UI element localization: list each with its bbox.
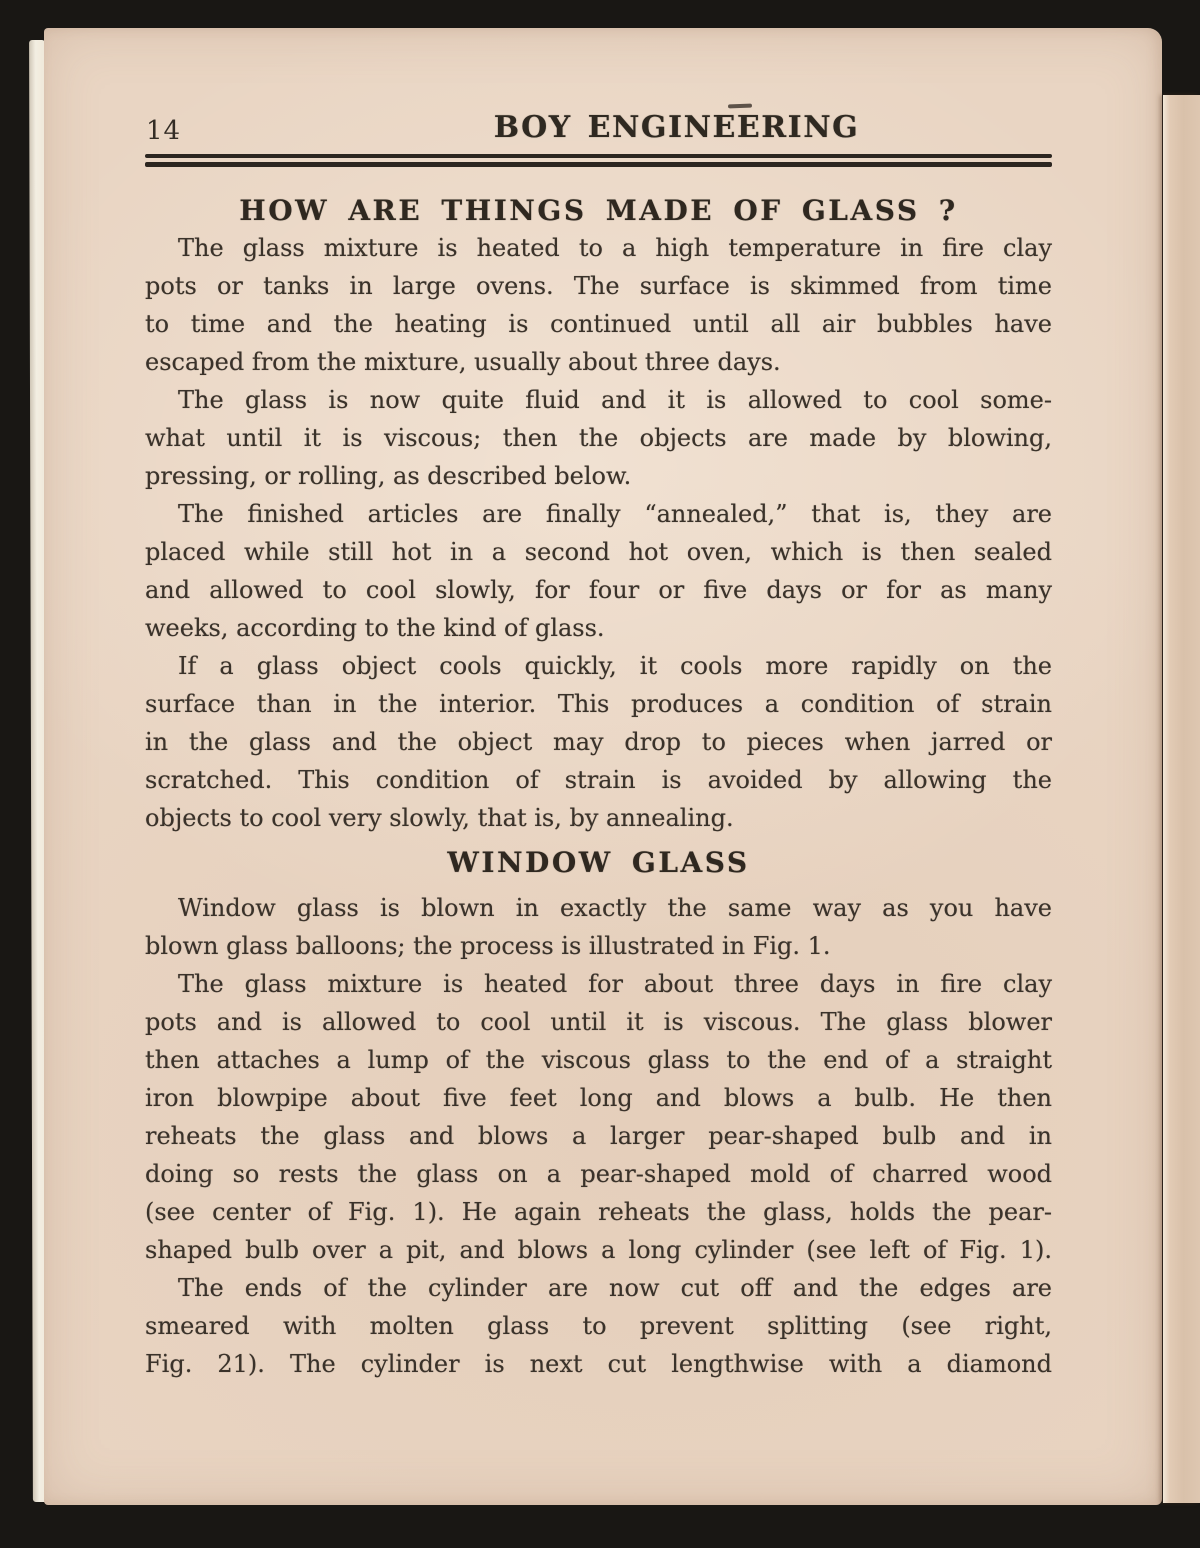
text-line: objects to cool very slowly, that is, by annealing.: [145, 804, 734, 832]
paragraph: [145, 495, 1052, 647]
paragraph: [145, 1269, 1052, 1383]
text-line: placed while still hot in a second hot oven, which is then sealed: [145, 538, 1052, 566]
text-line: The glass mixture is heated for about three days in fire clay: [178, 970, 1052, 998]
paragraph: [145, 965, 1052, 1269]
print-artifact-mark: [728, 104, 752, 109]
rule-top-line: [145, 154, 1052, 158]
paragraph: [145, 889, 1052, 965]
text-line: reheats the glass and blows a larger pear-shaped bulb and in: [145, 1122, 1052, 1150]
page-header: [145, 112, 1052, 144]
text-line: scratched. This condition of strain is avoided by allowing the: [145, 766, 1052, 794]
text-line: blown glass balloons; the process is illustrated in Fig. 1.: [145, 932, 831, 960]
rule-bottom-line: [145, 162, 1052, 167]
text-line: escaped from the mixture, usually about three days.: [145, 348, 781, 376]
text-line: Fig. 21). The cylinder is next cut lengthwise with a diamond: [145, 1350, 1052, 1378]
text-line: smeared with molten glass to prevent splitting (see right,: [145, 1312, 1052, 1340]
text-line: The glass mixture is heated to a high temperature in fire clay: [178, 234, 1052, 262]
double-rule: [145, 154, 1052, 167]
section-heading: WINDOW GLASS: [447, 846, 750, 879]
page-number: 14: [146, 116, 182, 146]
paragraph: [145, 381, 1052, 495]
paragraph: [145, 229, 1052, 381]
text-line: The ends of the cylinder are now cut off and the edges are: [178, 1274, 1052, 1302]
text-line: shaped bulb over a pit, and blows a long cylinder (see left of Fig. 1).: [145, 1236, 1052, 1264]
text-line: in the glass and the object may drop to pieces when jarred or: [145, 728, 1052, 756]
text-line: The glass is now quite fluid and it is allowed to cool some-: [178, 386, 1052, 414]
text-line: (see center of Fig. 1). He again reheats the glass, holds the pear-: [145, 1198, 1052, 1226]
text-line: doing so rests the glass on a pear-shaped mold of charred wood: [145, 1160, 1052, 1188]
body-text: [145, 193, 1052, 1383]
text-line: surface than in the interior. This produces a condition of strain: [145, 690, 1052, 718]
section-heading: HOW ARE THINGS MADE OF GLASS ?: [239, 194, 958, 227]
running-title: BOY ENGINEERING: [493, 110, 860, 145]
text-line: If a glass object cools quickly, it cools more rapidly on the: [178, 652, 1052, 680]
page-content-column: [145, 112, 1052, 1383]
text-line: and allowed to cool slowly, for four or five days or for as many: [145, 576, 1052, 604]
text-line: then attaches a lump of the viscous glass to the end of a straight: [145, 1046, 1052, 1074]
text-line: to time and the heating is continued until all air bubbles have: [145, 310, 1052, 338]
text-line: what until it is viscous; then the objects are made by blowing,: [145, 424, 1052, 452]
text-line: pots or tanks in large ovens. The surface is skimmed from time: [145, 272, 1052, 300]
book-page: [44, 28, 1162, 1505]
adjacent-page-strip: [1163, 95, 1200, 1503]
paragraph: [145, 647, 1052, 837]
text-line: Window glass is blown in exactly the same way as you have: [178, 894, 1052, 922]
text-line: iron blowpipe about five feet long and blows a bulb. He then: [145, 1084, 1052, 1112]
text-line: The finished articles are finally “annealed,” that is, they are: [178, 500, 1052, 528]
text-line: weeks, according to the kind of glass.: [145, 614, 605, 642]
text-line: pots and is allowed to cool until it is viscous. The glass blower: [145, 1008, 1052, 1036]
text-line: pressing, or rolling, as described below.: [145, 462, 632, 490]
